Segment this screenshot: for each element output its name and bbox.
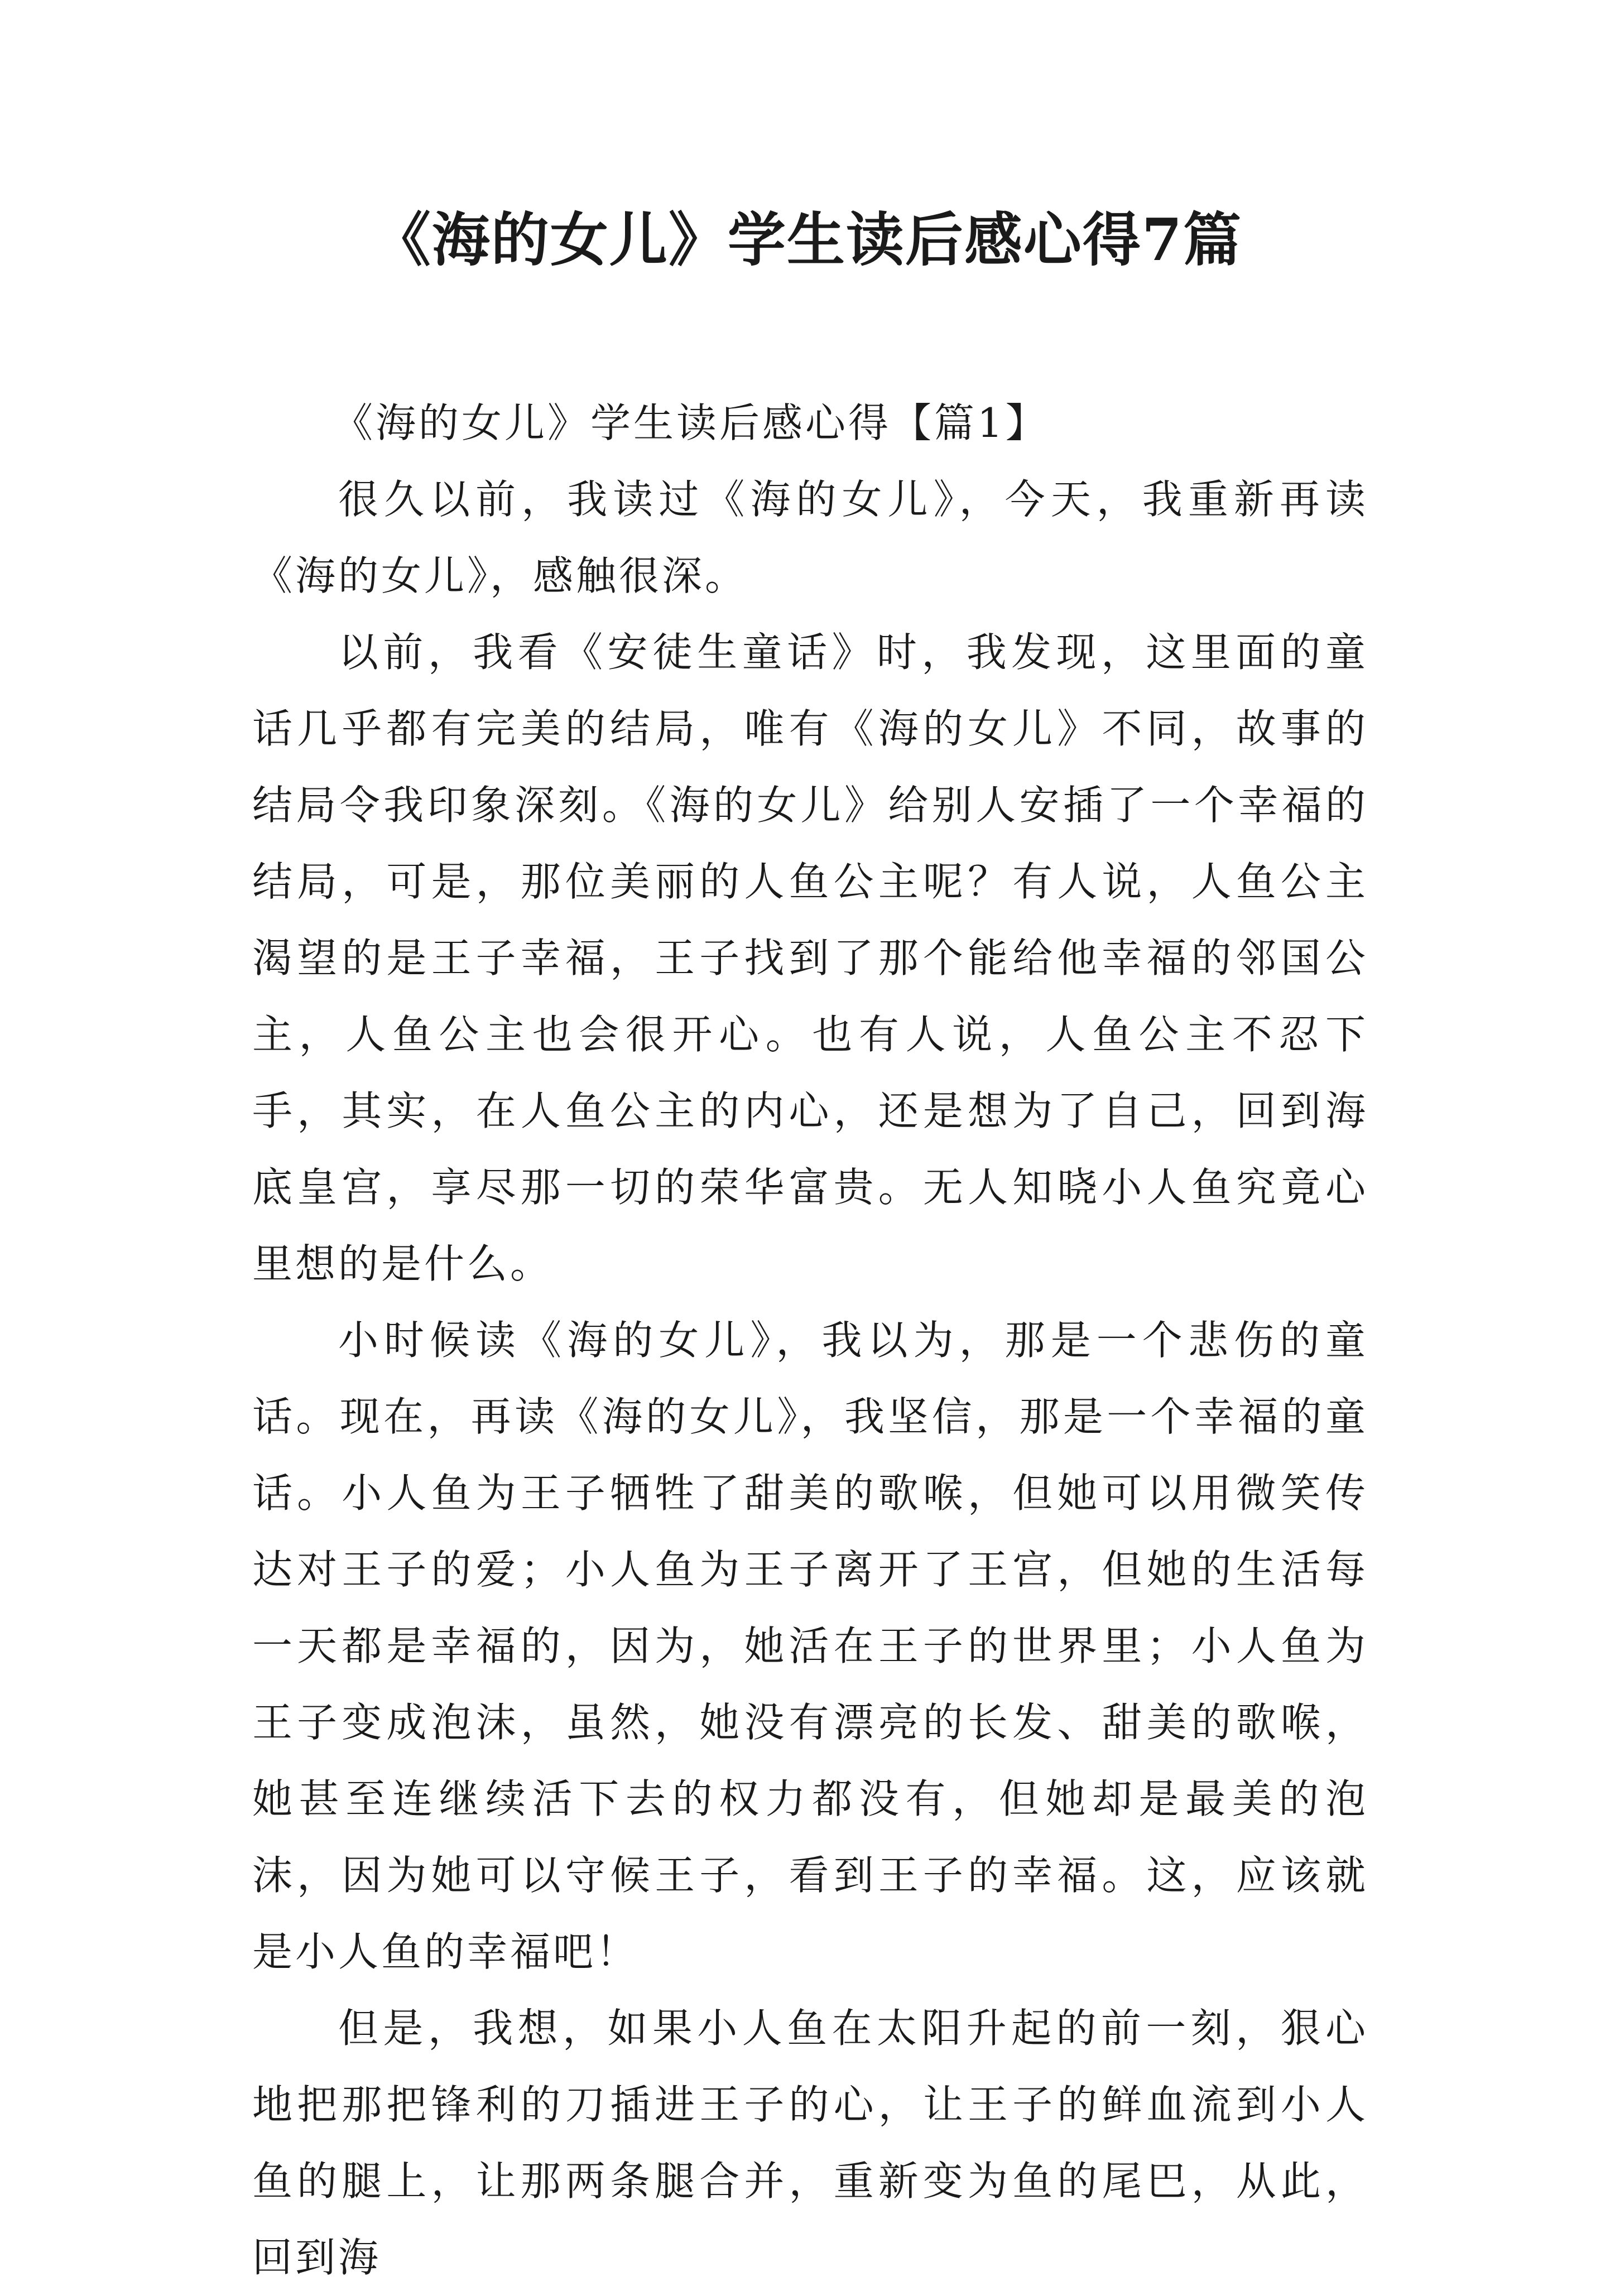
section-heading: 《海的女儿》学生读后感心得【篇1】 [333,399,1049,446]
paragraph-3: 小时候读《海的女儿》，我以为，那是一个悲伤的童话。现在，再读《海的女儿》，我坚信，那是一个幸福的童话。小人鱼为王子牺牲了甜美的歌喉，但她可以用微笑传达对王子的爱；小人鱼为王子离开了王宫，但她的生活每一天都是幸福的，因为，她活在王子的世界里；小人鱼为王子变成泡沫，虽然，她没有漂亮的长发、甜美的歌喉，她甚至连继续活下去的权力都没有，但她却是最美的泡沫，因为她可以守候王子，看到王子的幸福。这，应该就是小人鱼的幸福吧！ [252,1317,1368,1975]
document-body [252,385,1368,2296]
paragraph-1: 很久以前，我读过《海的女儿》，今天，我重新再读《海的女儿》，感触很深。 [252,476,1368,599]
paragraph-2: 以前，我看《安徒生童话》时，我发现，这里面的童话几乎都有完美的结局，唯有《海的女儿》不同，故事的结局令我印象深刻。《海的女儿》给别人安插了一个幸福的结局，可是，那位美丽的人鱼公主呢？有人说，人鱼公主渴望的是王子幸福，王子找到了那个能给他幸福的邻国公主，人鱼公主也会很开心。也有人说，人鱼公主不忍下手，其实，在人鱼公主的内心，还是想为了自己，回到海底皇宫，享尽那一切的荣华富贵。无人知晓小人鱼究竟心里想的是什么。 [252,629,1368,1287]
document-title: 《海的女儿》学生读后感心得7篇 [372,205,1243,274]
paragraph-4: 但是，我想，如果小人鱼在太阳升起的前一刻，狠心地把那把锋利的刀插进王子的心，让王子的鲜血流到小人鱼的腿上，让那两条腿合并，重新变为鱼的尾巴，从此，回到海 [252,2005,1368,2281]
